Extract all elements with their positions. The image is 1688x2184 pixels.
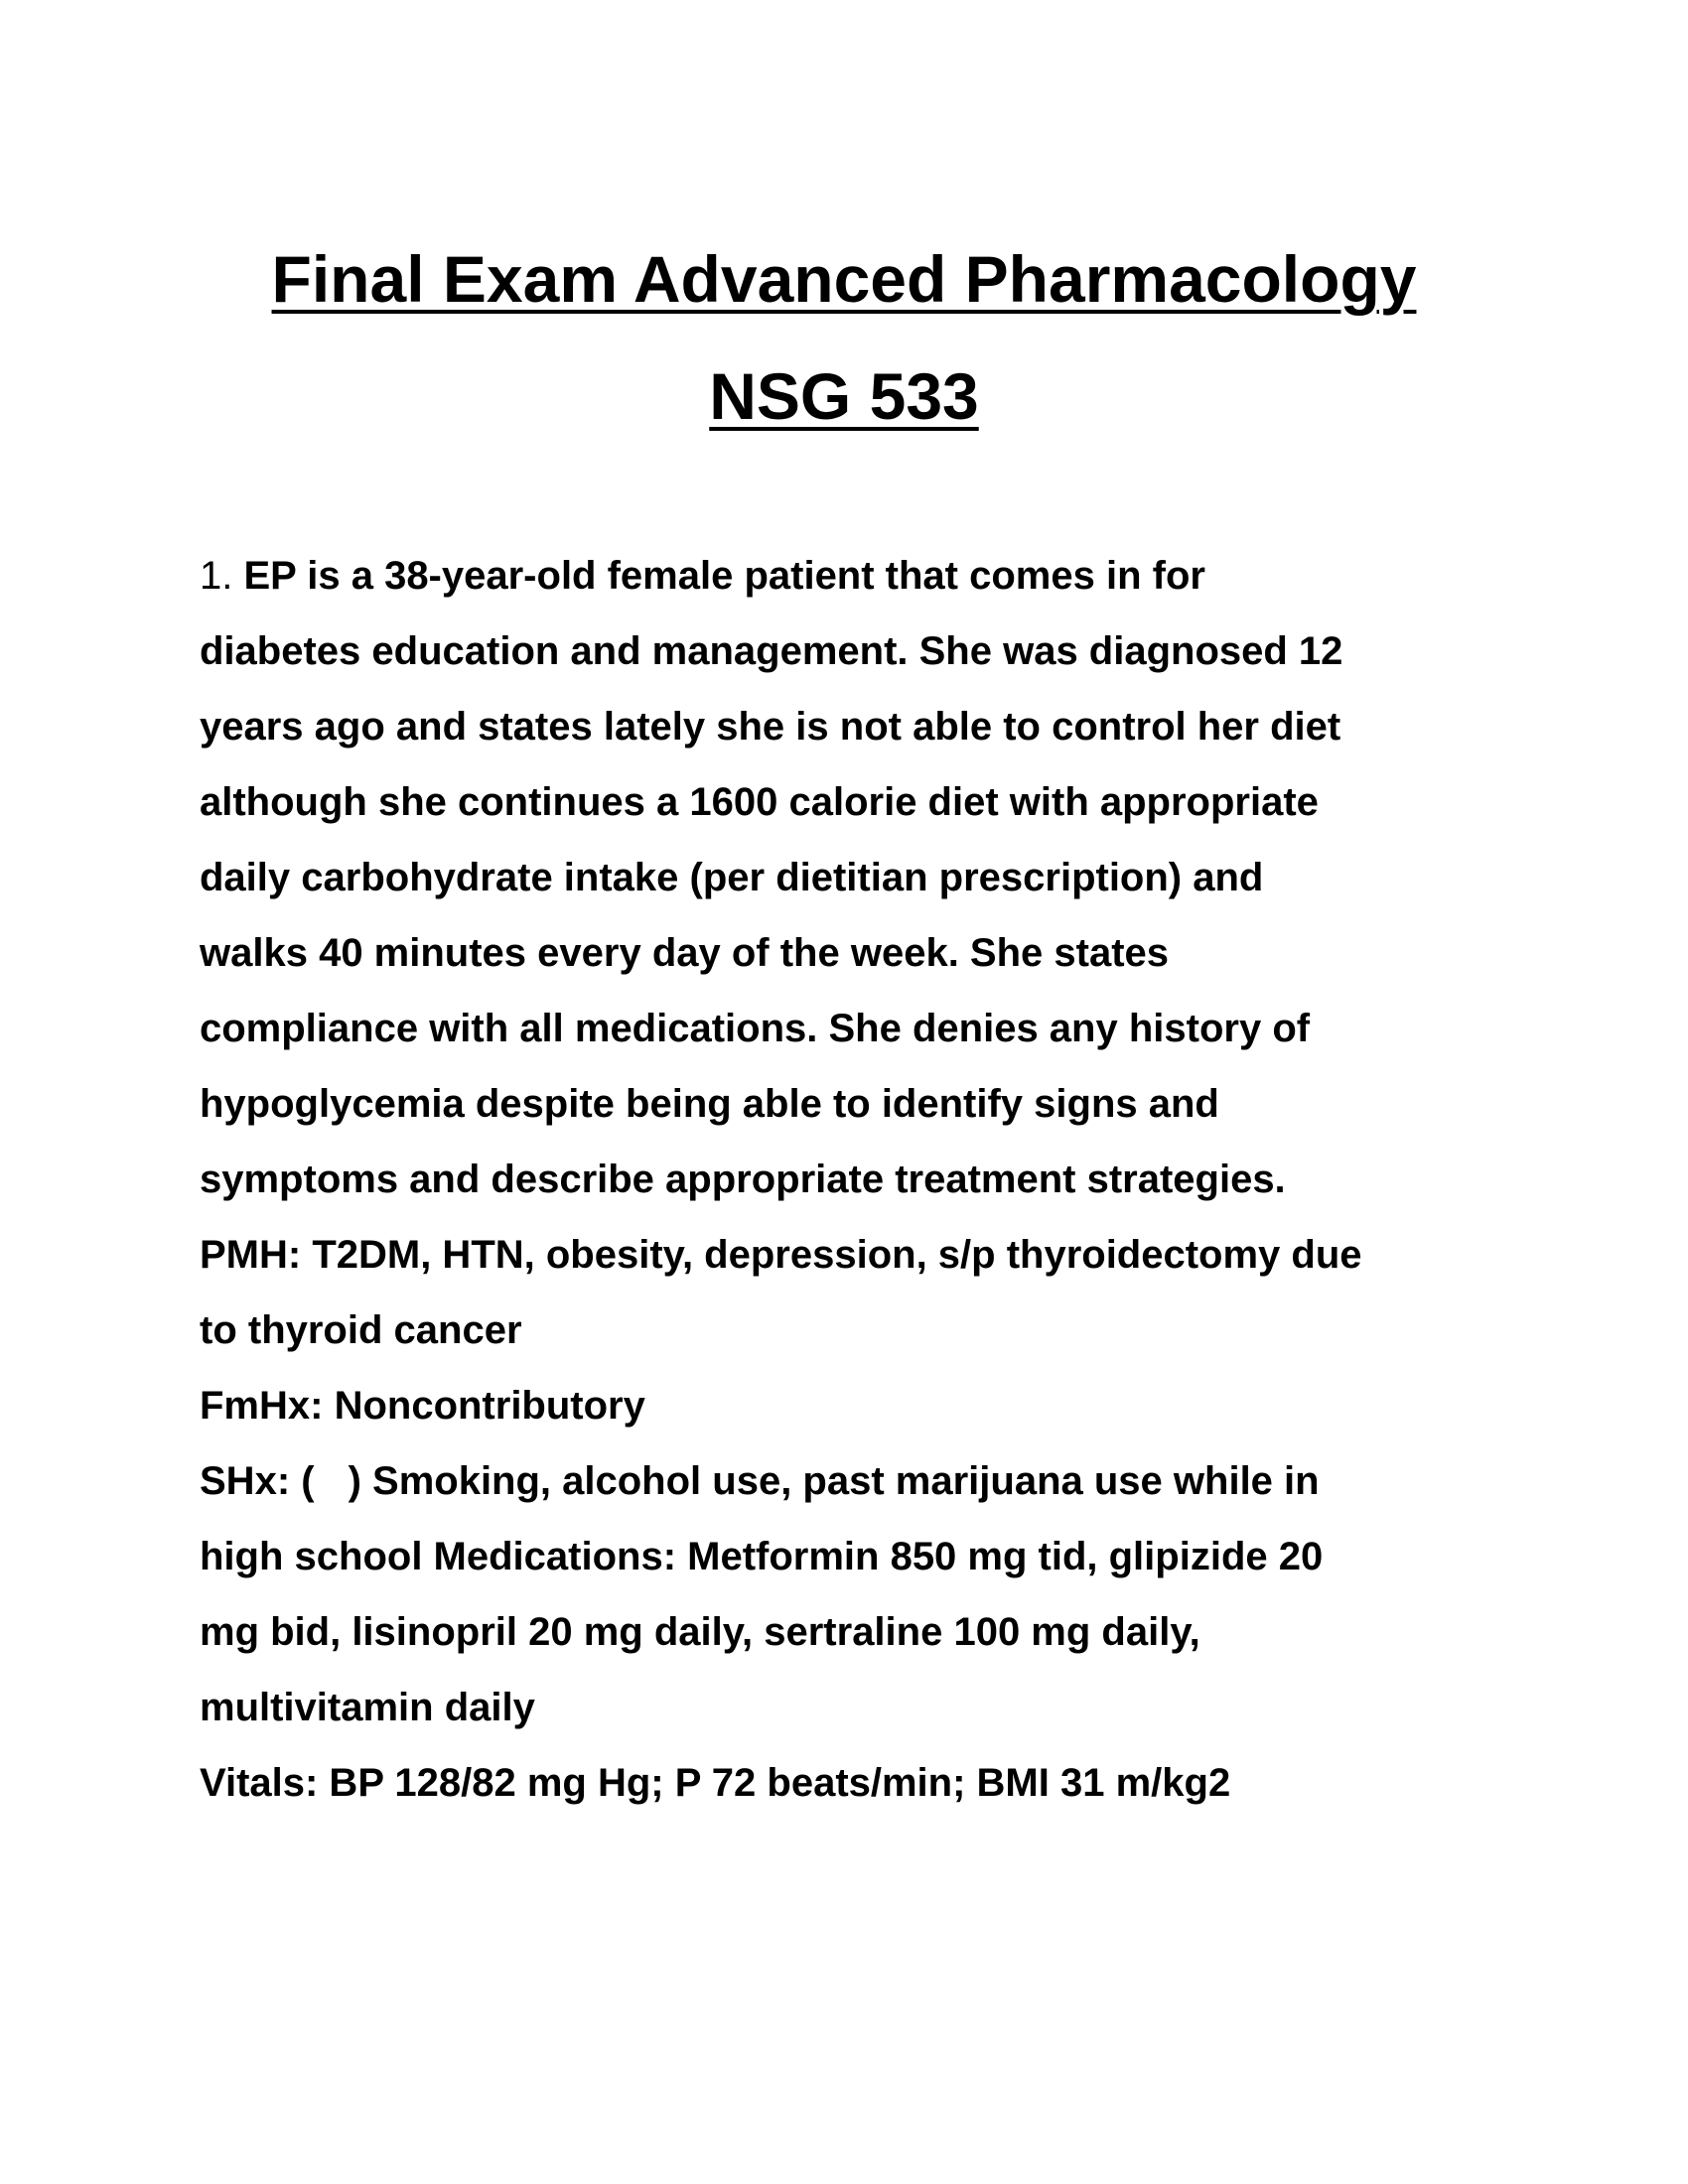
- fmhx-line: FmHx: Noncontributory: [200, 1384, 645, 1428]
- text-line: daily carbohydrate intake (per dietitian prescription) and: [200, 856, 1264, 899]
- text-line: years ago and states lately she is not able to control her diet: [200, 705, 1341, 749]
- text-line: mg bid, lisinopril 20 mg daily, sertraline 100 mg daily,: [200, 1610, 1200, 1654]
- text-line-segment: EP is a 38-year-old female patient that comes in for: [243, 554, 1205, 598]
- vitals-line: Vitals: BP 128/82 mg Hg; P 72 beats/min; BMI 31 m/kg2: [200, 1761, 1231, 1805]
- text-line: compliance with all medications. She denies any history of: [200, 1007, 1311, 1050]
- text-line: diabetes education and management. She was diagnosed 12: [200, 629, 1343, 673]
- question-number: 1.: [200, 554, 233, 598]
- exam-title: Final Exam Advanced Pharmacology: [271, 242, 1417, 316]
- pmh-line: PMH: T2DM, HTN, obesity, depression, s/p thyroidectomy due: [200, 1233, 1362, 1277]
- text-line: symptoms and describe appropriate treatment strategies.: [200, 1158, 1286, 1201]
- text-line: multivitamin daily: [200, 1686, 535, 1729]
- text-line: hypoglycemia despite being able to identify signs and: [200, 1082, 1219, 1126]
- shx-text: ) Smoking, alcohol use, past marijuana use while in: [348, 1459, 1320, 1503]
- shx-label: SHx: (: [200, 1459, 315, 1503]
- question-1-text: [200, 538, 1490, 1821]
- text-line: although she continues a 1600 calorie diet with appropriate: [200, 780, 1319, 824]
- medications-line: high school Medications: Metformin 850 mg tid, glipizide 20: [200, 1535, 1324, 1578]
- text-line: to thyroid cancer: [200, 1308, 522, 1352]
- text-line: [200, 538, 1490, 614]
- course-code: NSG 533: [709, 359, 979, 433]
- text-line: walks 40 minutes every day of the week. She states: [200, 931, 1170, 975]
- shx-line: [200, 1443, 1490, 1519]
